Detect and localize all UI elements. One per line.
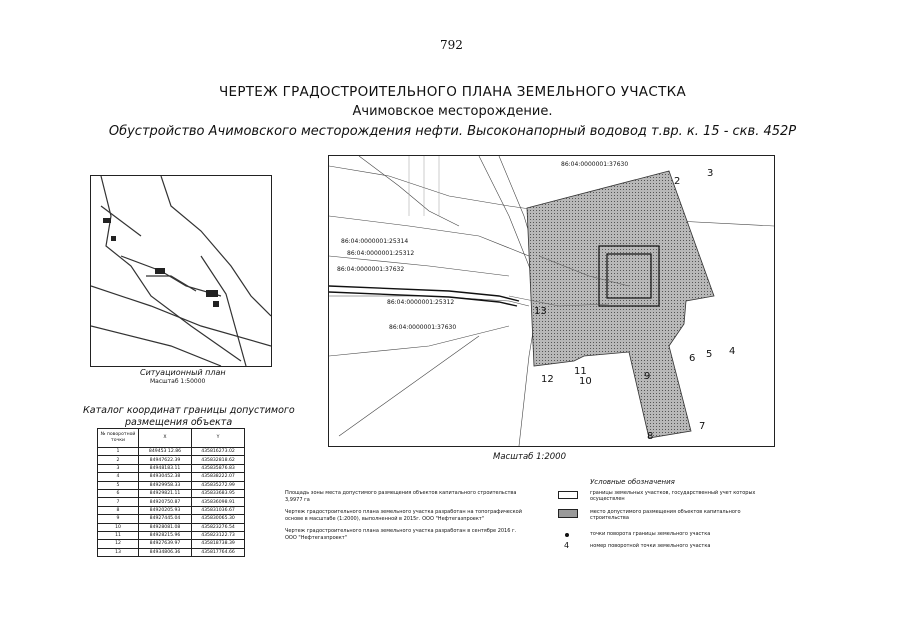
table-row [98, 448, 245, 456]
point-number: 4 [729, 346, 736, 357]
table-row [98, 531, 245, 539]
plan-drawing-map [328, 155, 775, 447]
cell-point: 13 [98, 548, 139, 556]
point-number: 11 [574, 366, 587, 377]
cell-x: 84920750.87 [139, 498, 192, 506]
cell-y: 435823122.73 [192, 531, 245, 539]
coordinates-table [97, 428, 245, 557]
allowed-zone-area [527, 171, 714, 438]
cell-point: 7 [98, 498, 139, 506]
parcel-label: 86:04:0000001:25314 [341, 238, 409, 245]
cell-y: 435823276.54 [192, 523, 245, 531]
notes-block [285, 490, 525, 547]
cell-point: 12 [98, 540, 139, 548]
cell-point: 1 [98, 448, 139, 456]
parcel-label: 86:04:0000001:37630 [389, 324, 457, 331]
legend-item-zone: место допустимого размещения объектов капитального строительства [590, 509, 741, 521]
point-number: 10 [579, 376, 592, 387]
cell-x: 84948183.11 [139, 464, 192, 472]
legend-item-parcels: границы земельных участков, государственный учет которых осуществлен [590, 490, 756, 502]
plan-subtitle-field: Ачимовское месторождение. [352, 104, 553, 119]
allowed-zone-symbol [558, 509, 578, 518]
table-row [98, 540, 245, 548]
table-header-row [98, 429, 245, 448]
cell-x: 84920205.93 [139, 506, 192, 514]
table-row [98, 473, 245, 481]
catalog-title: Каталог координат границы допустимого [83, 405, 295, 416]
coordinates-table-body [98, 448, 245, 557]
table-row [98, 456, 245, 464]
catalog-title-cont: размещения объекта [125, 417, 233, 428]
situation-plan-caption: Ситуационный план [140, 368, 226, 377]
cell-x: 84928215.96 [139, 531, 192, 539]
cell-y: 435836098.91 [192, 498, 245, 506]
plan-subtitle-object: Обустройство Ачимовского месторождения нефти. Высоконапорный водовод т.вр. к. 15 - скв. 452Р [108, 124, 797, 139]
cell-point: 11 [98, 531, 139, 539]
cell-point: 8 [98, 506, 139, 514]
cell-x: 84929821.11 [139, 489, 192, 497]
point-number: 12 [541, 374, 554, 385]
situation-plan-map [90, 175, 272, 367]
parcel-label: 86:04:0000001:37632 [337, 266, 405, 273]
cell-y: 435838222.07 [192, 473, 245, 481]
turning-point-symbol [565, 533, 569, 537]
cell-x: 84927639.97 [139, 540, 192, 548]
cell-point: 10 [98, 523, 139, 531]
cell-x: 849453 12.86 [139, 448, 192, 456]
header-point: № поворотной точки [98, 429, 139, 448]
cell-y: 435830065.30 [192, 515, 245, 523]
table-row [98, 498, 245, 506]
note-developer: Чертеж градостроительного плана земельного участка разработан в сентябре 2016 г. ООО "Нефтегазпроект" [285, 528, 517, 541]
legend-item-numbers: номер поворотной точки земельного участка [590, 543, 711, 549]
cell-y: 435835272.99 [192, 481, 245, 489]
point-number-symbol: 4 [564, 541, 570, 550]
point-number: 9 [644, 371, 651, 382]
table-row [98, 523, 245, 531]
plan-title: ЧЕРТЕЖ ГРАДОСТРОИТЕЛЬНОГО ПЛАНА ЗЕМЕЛЬНОГО УЧАСТКА [218, 84, 687, 100]
note-area: Площадь зоны места допустимого размещения объектов капитального строительства 3,9977 га [285, 490, 517, 503]
header-y: Y [192, 429, 245, 448]
cell-x: 84928081.08 [139, 523, 192, 531]
parcel-label: 86:04:0000001:25312 [347, 250, 415, 257]
cell-y: 435835876.83 [192, 464, 245, 472]
cell-point: 2 [98, 456, 139, 464]
note-basis: Чертеж градостроительного плана земельного участка разработан на топографической основе в масштабе (1:2000), выполненной в 2015г. ООО "Нефтегазпроект" [285, 509, 522, 522]
cell-point: 3 [98, 464, 139, 472]
point-number: 7 [699, 421, 706, 432]
point-number: 3 [707, 168, 714, 179]
cell-x: 84934806.36 [139, 548, 192, 556]
point-number: 2 [674, 176, 681, 187]
cell-y: 435833683.95 [192, 489, 245, 497]
cell-x: 84927445.04 [139, 515, 192, 523]
header-x: X [139, 429, 192, 448]
table-row [98, 548, 245, 556]
cell-point: 4 [98, 473, 139, 481]
table-row [98, 489, 245, 497]
point-number: 6 [689, 353, 696, 364]
cell-point: 6 [98, 489, 139, 497]
cell-x: 84929958.33 [139, 481, 192, 489]
situation-plan-drawing [91, 176, 271, 366]
legend-item-points: точки поворота границы земельного участка [590, 531, 711, 537]
situation-plan-scale: Масштаб 1:50000 [150, 378, 206, 385]
table-row [98, 515, 245, 523]
parcel-boundary-symbol [558, 491, 578, 499]
map-scale: Масштаб 1:2000 [493, 452, 567, 462]
cell-x: 84947622.39 [139, 456, 192, 464]
cell-y: 435832818.62 [192, 456, 245, 464]
table-row [98, 481, 245, 489]
parcel-label: 86:04:0000001:25312 [387, 299, 455, 306]
page-number: 792 [440, 38, 463, 52]
cell-y: 435831036.67 [192, 506, 245, 514]
cell-y: 435816273.02 [192, 448, 245, 456]
point-number: 13 [534, 306, 547, 317]
cell-y: 435818738.39 [192, 540, 245, 548]
table-row [98, 506, 245, 514]
table-row [98, 464, 245, 472]
cell-point: 5 [98, 481, 139, 489]
cell-point: 9 [98, 515, 139, 523]
cell-y: 435817764.66 [192, 548, 245, 556]
parcel-label: 86:04:0000001:37630 [561, 161, 629, 168]
cell-x: 84930452.38 [139, 473, 192, 481]
point-number: 8 [647, 431, 654, 442]
legend-title: Условные обозначения [590, 478, 675, 486]
point-number: 5 [706, 349, 713, 360]
